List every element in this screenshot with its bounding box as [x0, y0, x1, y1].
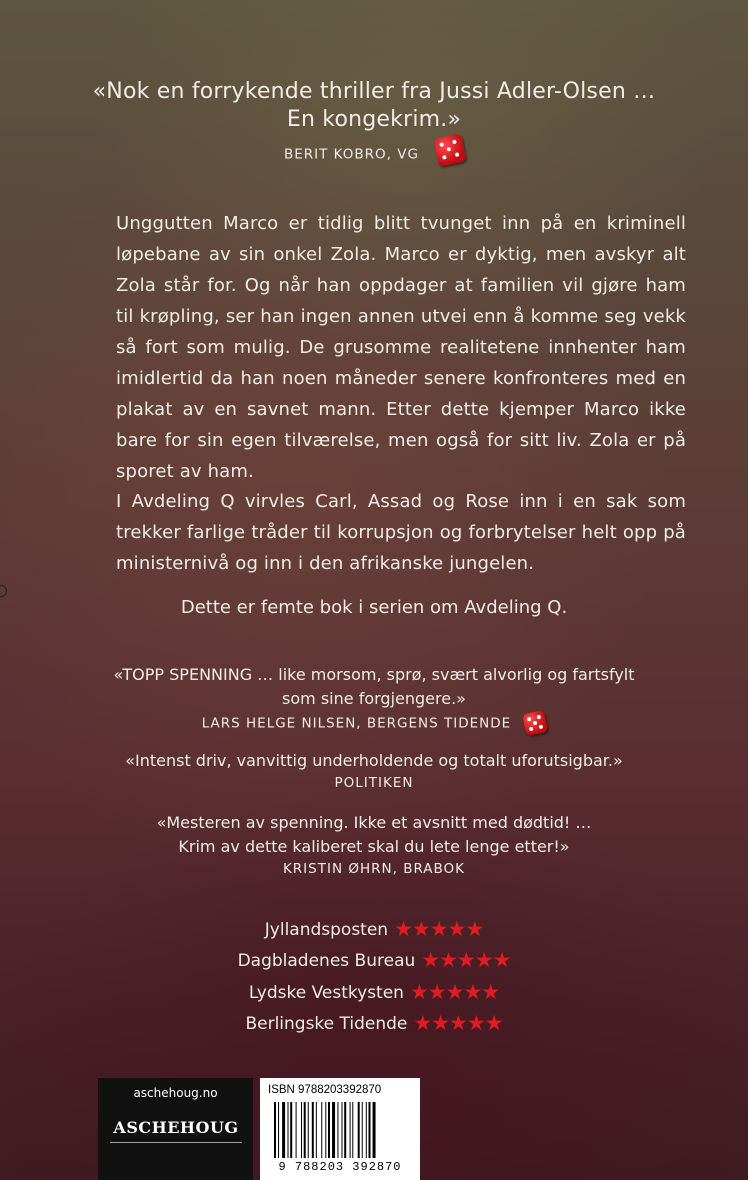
quote-3-line1: «Mesteren av spenning. Ikke et avsnitt med dødtid! … — [156, 813, 592, 832]
quote-1-source-row — [0, 712, 748, 734]
top-quote-line1: «Nok en forrykende thriller fra Jussi Adler-Olsen … — [92, 79, 656, 104]
rating-row — [0, 948, 748, 973]
barcode — [274, 1102, 414, 1158]
quote-3-source: KRISTIN ØHRN, BRABOK — [282, 861, 466, 877]
description-paragraph-1: Unggutten Marco er tidlig blitt tvunget inn på en kriminell løpebane av sin onkel Zola. Marco er dyktig, men avskyr alt Zola står for. Og når han oppdager at familien vil gjøre ham til krøpling, ser han ingen annen utvei enn å komme seg vekk så fort som mulig. De grusomme realitetene innhenter ham imidlertid da han noen måneder senere konfronteres med en plakat av en savnet mann. Etter dette kjemper Marco ikke bare for sin egen tilværelse, men også for sitt liv. Zola er på sporet av ham. — [116, 213, 686, 482]
rating-row — [0, 1011, 748, 1036]
quote-3-line2: Krim av dette kaliberet skal du lete lenge etter!» — [178, 837, 570, 856]
isbn-label: ISBN 9788203392870 — [268, 1084, 382, 1096]
rating-row — [0, 917, 748, 942]
top-quote-line2: En kongekrim.» — [286, 107, 462, 132]
quote-1-line1: «TOPP SPENNING … like morsom, sprø, svært alvorlig og fartsfylt — [113, 665, 635, 684]
rating-outlet: Lydske Vestkysten — [248, 983, 404, 1003]
top-quote-source-row — [0, 140, 748, 168]
star-rating-icon: ★★★★★ — [413, 1011, 503, 1035]
logo-rule — [110, 1142, 242, 1143]
description-paragraph-2: I Avdeling Q virvles Carl, Assad og Rose inn i en sak som trekker farlige tråder til korrupsjon og forbrytelser helt opp på ministernivå og inn i den afrikanske jungelen. — [116, 491, 686, 574]
star-rating-icon: ★★★★★ — [394, 917, 484, 941]
isbn-box — [260, 1078, 420, 1180]
star-rating-icon: ★★★★★ — [421, 948, 511, 972]
quote-2-line1: «Intenst driv, vanvittig underholdende og totalt uforutsigbar.» — [125, 751, 623, 770]
series-note: Dette er femte bok i serien om Avdeling Q. — [180, 597, 568, 618]
quote-1-source: LARS HELGE NILSEN, BERGENS TIDENDE — [201, 715, 512, 732]
publisher-website: aschehoug.no — [133, 1086, 218, 1100]
publisher-box — [98, 1078, 253, 1180]
rating-outlet: Dagbladenes Bureau — [237, 951, 416, 971]
quote-2-source: POLITIKEN — [334, 775, 414, 791]
publisher-logo: ASCHEHOUG — [113, 1118, 239, 1137]
rating-row — [0, 980, 748, 1005]
dice-icon — [433, 133, 466, 166]
rating-outlet: Jyllandsposten — [264, 920, 389, 940]
star-rating-icon: ★★★★★ — [409, 980, 500, 1004]
barcode-digits: 9 788203 392870 — [278, 1160, 402, 1174]
quote-1-line2: som sine forgjengere.» — [282, 689, 466, 708]
dice-icon — [522, 710, 548, 736]
top-quote-source: BERIT KOBRO, VG — [283, 146, 419, 163]
rating-outlet: Berlingske Tidende — [245, 1014, 408, 1034]
